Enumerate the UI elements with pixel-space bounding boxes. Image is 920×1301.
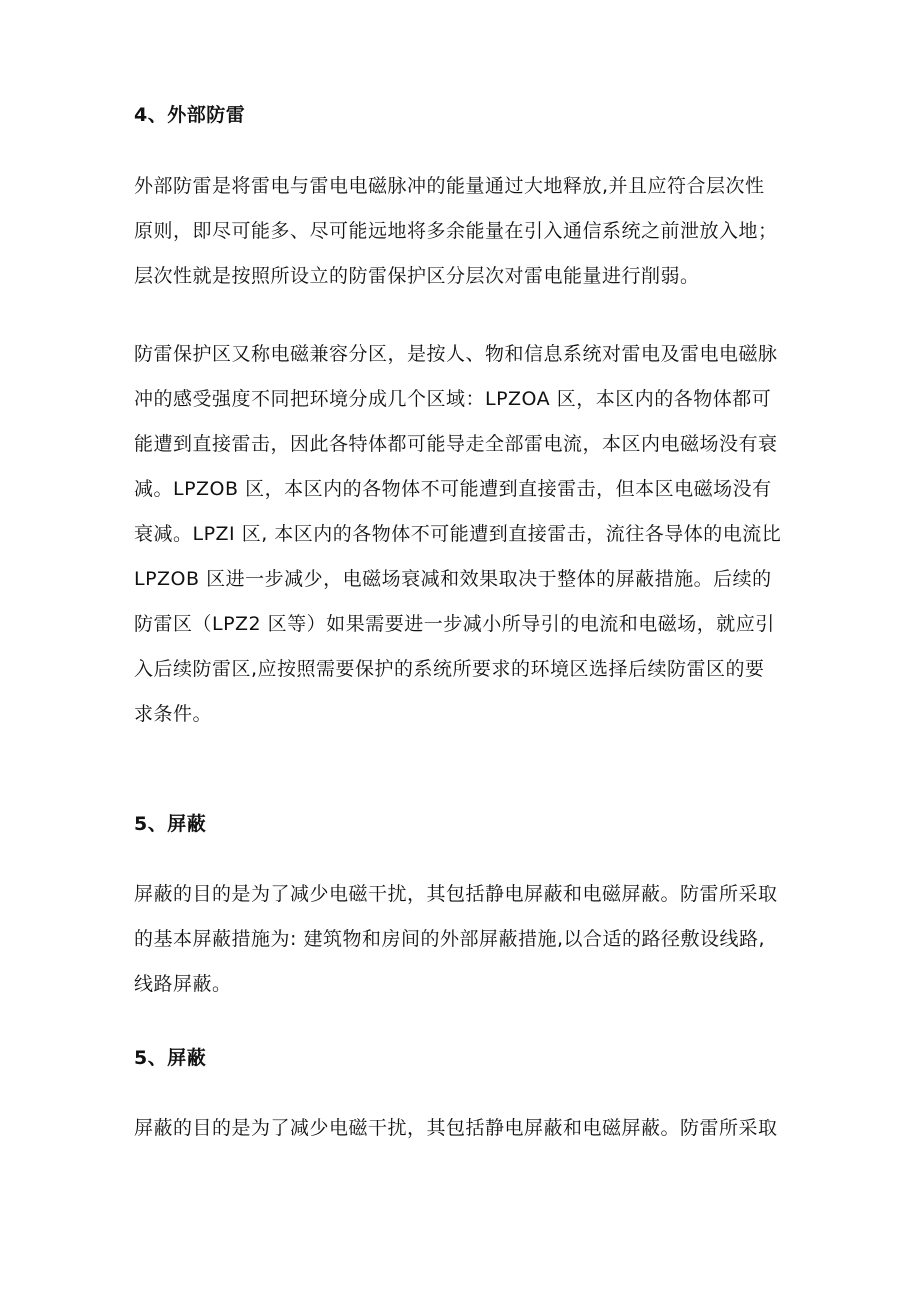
paragraph-shielding [134, 872, 790, 1007]
text-line: 入后续防雷区,应按照需要保护的系统所要求的环境区选择后续防雷区的要 [134, 658, 765, 680]
text-line: 衰减。LPZI 区, 本区内的各物体不可能遭到直接雷击，流往各导体的电流比 [134, 523, 782, 545]
text-line: 线路屏蔽。 [134, 973, 232, 995]
text-line: 防雷区（LPZ2 区等）如果需要进一步减小所导引的电流和电磁场，就应引 [134, 613, 775, 635]
text-line: 外部防雷是将雷电与雷电电磁脉冲的能量通过大地释放,并且应符合层次性 [134, 175, 765, 197]
text-line: 的基本屏蔽措施为: 建筑物和房间的外部屏蔽措施,以合适的路径敷设线路, [134, 928, 766, 950]
text-line: 求条件。 [134, 703, 213, 725]
paragraph-lightning-protection-zones [134, 332, 790, 737]
text-line: 原则，即尽可能多、尽可能远地将多余能量在引入通信系统之前泄放入地； [134, 220, 778, 242]
text-line: 减。LPZOB 区，本区内的各物体不可能遭到直接雷击，但本区电磁场没有 [134, 478, 772, 500]
paragraph-external-lightning-protection [134, 164, 790, 299]
section-heading-shielding-repeat: 5、屏蔽 [134, 1047, 207, 1069]
text-line: 层次性就是按照所设立的防雷保护区分层次对雷电能量进行削弱。 [134, 265, 700, 287]
text-line: 冲的感受强度不同把环境分成几个区域：LPZOA 区，本区内的各物体都可 [134, 388, 772, 410]
text-line: 防雷保护区又称电磁兼容分区，是按人、物和信息系统对雷电及雷电电磁脉 [134, 343, 778, 365]
text-line: 能遭到直接雷击，因此各特体都可能导走全部雷电流，本区内电磁场没有衰 [134, 433, 778, 455]
text-line: 屏蔽的目的是为了减少电磁干扰，其包括静电屏蔽和电磁屏蔽。防雷所采取 [134, 883, 778, 905]
section-heading-shielding: 5、屏蔽 [134, 813, 207, 835]
section-heading-external-lightning-protection: 4、外部防雷 [134, 104, 246, 126]
text-line: LPZOB 区进一步减少，电磁场衰减和效果取决于整体的屏蔽措施。后续的 [134, 568, 772, 590]
text-line: 屏蔽的目的是为了减少电磁干扰，其包括静电屏蔽和电磁屏蔽。防雷所采取 [134, 1117, 778, 1139]
paragraph-shielding-repeat [134, 1106, 790, 1151]
